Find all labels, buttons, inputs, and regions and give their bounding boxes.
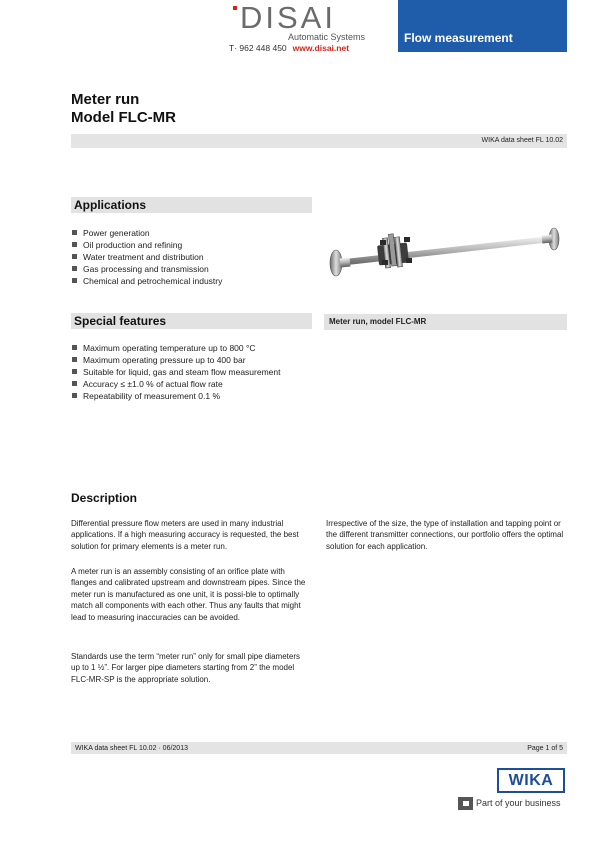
list-item: Chemical and petrochemical industry: [72, 275, 222, 287]
page-title: [71, 91, 176, 127]
description-paragraph-right: Irrespective of the size, the type of installation and tapping point or the different transmitter connections, our portfolio offers the optimal solution for each application.: [326, 519, 564, 551]
list-item: Power generation: [72, 227, 222, 239]
list-item: Accuracy ≤ ±1.0 % of actual flow rate: [72, 378, 281, 390]
title-line-1: Meter run: [71, 91, 140, 108]
phone-number: T· 962 448 450: [229, 43, 287, 53]
logo-red-square: [233, 6, 237, 10]
tagline: Part of your business: [476, 798, 561, 808]
meter-run-image: [322, 222, 569, 282]
list-item: Maximum operating pressure up to 400 bar: [72, 354, 281, 366]
datasheet-reference: WIKA data sheet FL 10.02: [481, 137, 563, 144]
wika-logo-text: WIKA: [508, 771, 554, 789]
list-item: Gas processing and transmission: [72, 263, 222, 275]
applications-heading: Applications: [74, 198, 147, 212]
tagline-icon: [458, 797, 473, 810]
title-line-2: Model FLC-MR: [71, 109, 176, 126]
description-paragraph-3: Standards use the term “meter run” only for small pipe diameters up to 1 ½”. For larger pipe diameters starting from 2” the model FLC-MR-SP is the appropriate solution.: [71, 652, 300, 684]
special-features-heading: Special features: [74, 314, 167, 328]
list-item: Maximum operating temperature up to 800 °C: [72, 342, 281, 354]
figure-caption: Meter run, model FLC-MR: [329, 317, 427, 326]
description-paragraph-2: A meter run is an assembly consisting of an orifice plate with flanges and calibrated upstream and downstream pipes. Since the meter run is manufactured as one unit, it is possi-ble to optimally match all components with each other. Thus any faults that might lead to measuring inaccuracies can be avoided.: [71, 567, 306, 622]
page-number: Page 1 of 5: [527, 745, 563, 752]
category-banner-label: Flow measurement: [404, 31, 513, 45]
list-item: Suitable for liquid, gas and steam flow measurement: [72, 366, 281, 378]
applications-list: [72, 227, 222, 287]
list-item: Repeatability of measurement 0.1 %: [72, 390, 281, 402]
description-paragraph-1: Differential pressure flow meters are used in many industrial applications. If a high measuring accuracy is requested, the best solution for primary elements is a meter run.: [71, 519, 299, 551]
footer-reference: WIKA data sheet FL 10.02 · 06/2013: [75, 745, 188, 752]
special-features-list: [72, 342, 281, 402]
description-heading: Description: [71, 491, 138, 505]
website-link[interactable]: www.disai.net: [292, 43, 350, 53]
disai-logo-subtitle: Automatic Systems: [288, 32, 366, 42]
list-item: Water treatment and distribution: [72, 251, 222, 263]
disai-logo: DISAI: [240, 0, 336, 35]
list-item: Oil production and refining: [72, 239, 222, 251]
contact-line: [229, 44, 349, 53]
wika-logo: [497, 768, 565, 793]
